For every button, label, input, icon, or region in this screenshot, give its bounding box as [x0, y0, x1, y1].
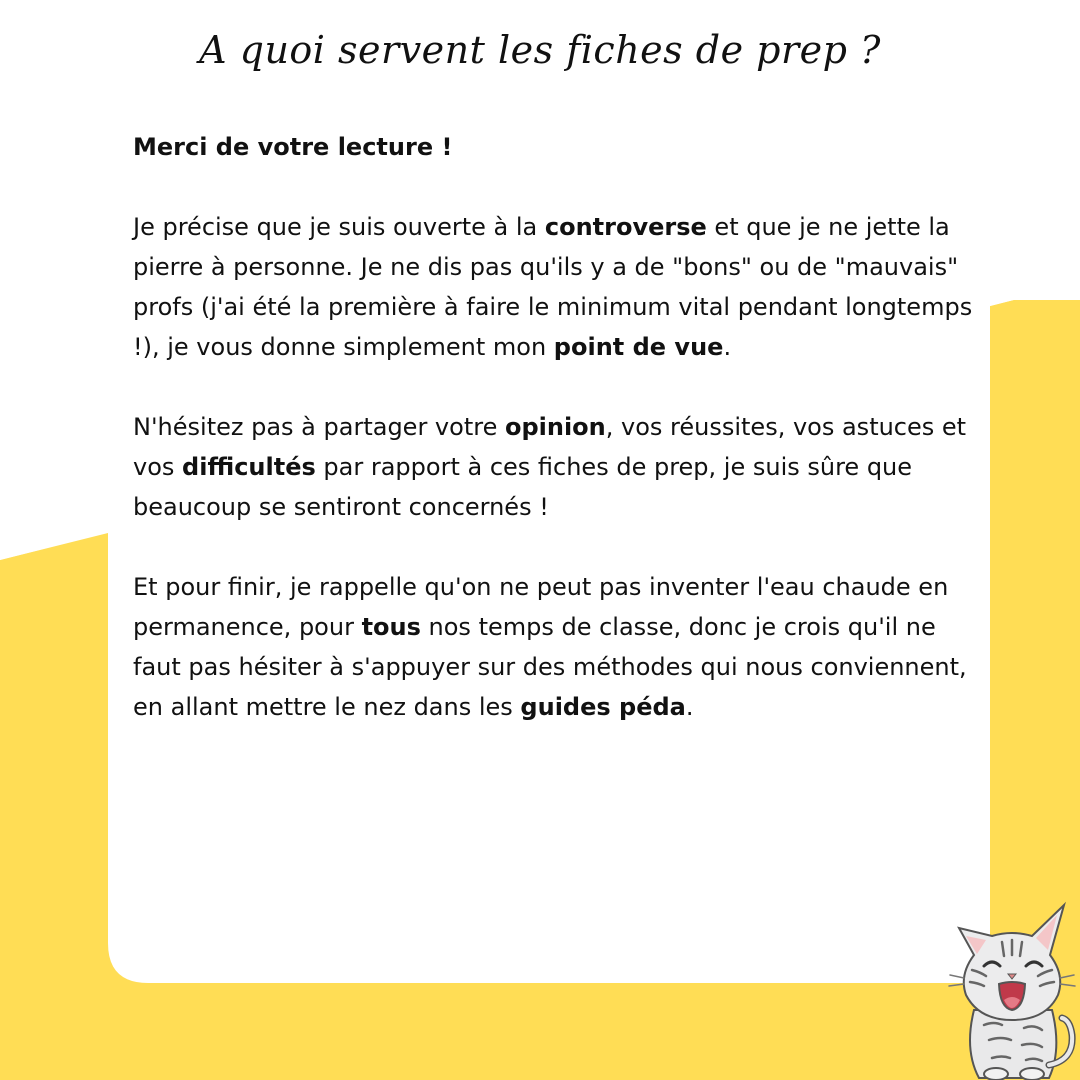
run: Et pour finir, je rappelle qu'on ne peut pas inventer l'eau chaude en permanence, pour [133, 573, 949, 641]
paragraph-2 [133, 407, 983, 527]
paragraph-3 [133, 567, 983, 727]
run: . [685, 693, 694, 721]
run: par rapport à ces fiches de prep, je suis sûre que beaucoup se sentiront concernés ! [133, 453, 913, 521]
run-bold: guides péda [520, 693, 686, 721]
paragraph-1 [133, 207, 983, 367]
run: , vos réussites, vos astuces et vos [133, 413, 967, 481]
page-title: A quoi servent les fiches de prep ? [199, 28, 881, 72]
run: Je précise que je suis ouverte à la [133, 213, 545, 241]
run: . [723, 333, 732, 361]
run: et que je ne jette la pierre à personne. Je ne dis pas qu'ils y a de "bons" ou de "mauvais" profs (j'ai été la première à faire le minimum vital pendant longtemps !), je vous donne simplement mon [133, 213, 973, 361]
heading: Merci de votre lecture ! [133, 133, 453, 161]
body-text [133, 127, 983, 767]
run-bold: point de vue [553, 333, 724, 361]
run-bold: controverse [544, 213, 707, 241]
run: nos temps de classe, donc je crois qu'il ne faut pas hésiter à s'appuyer sur des méthodes qui nous conviennent, en allant mettre le nez dans les [133, 613, 967, 721]
left-white-area [0, 0, 108, 560]
run-bold: tous [361, 613, 421, 641]
run-bold: difficultés [182, 453, 316, 481]
run: N'hésitez pas à partager votre [133, 413, 505, 441]
kitten-icon [944, 900, 1080, 1080]
run-bold: opinion [504, 413, 606, 441]
